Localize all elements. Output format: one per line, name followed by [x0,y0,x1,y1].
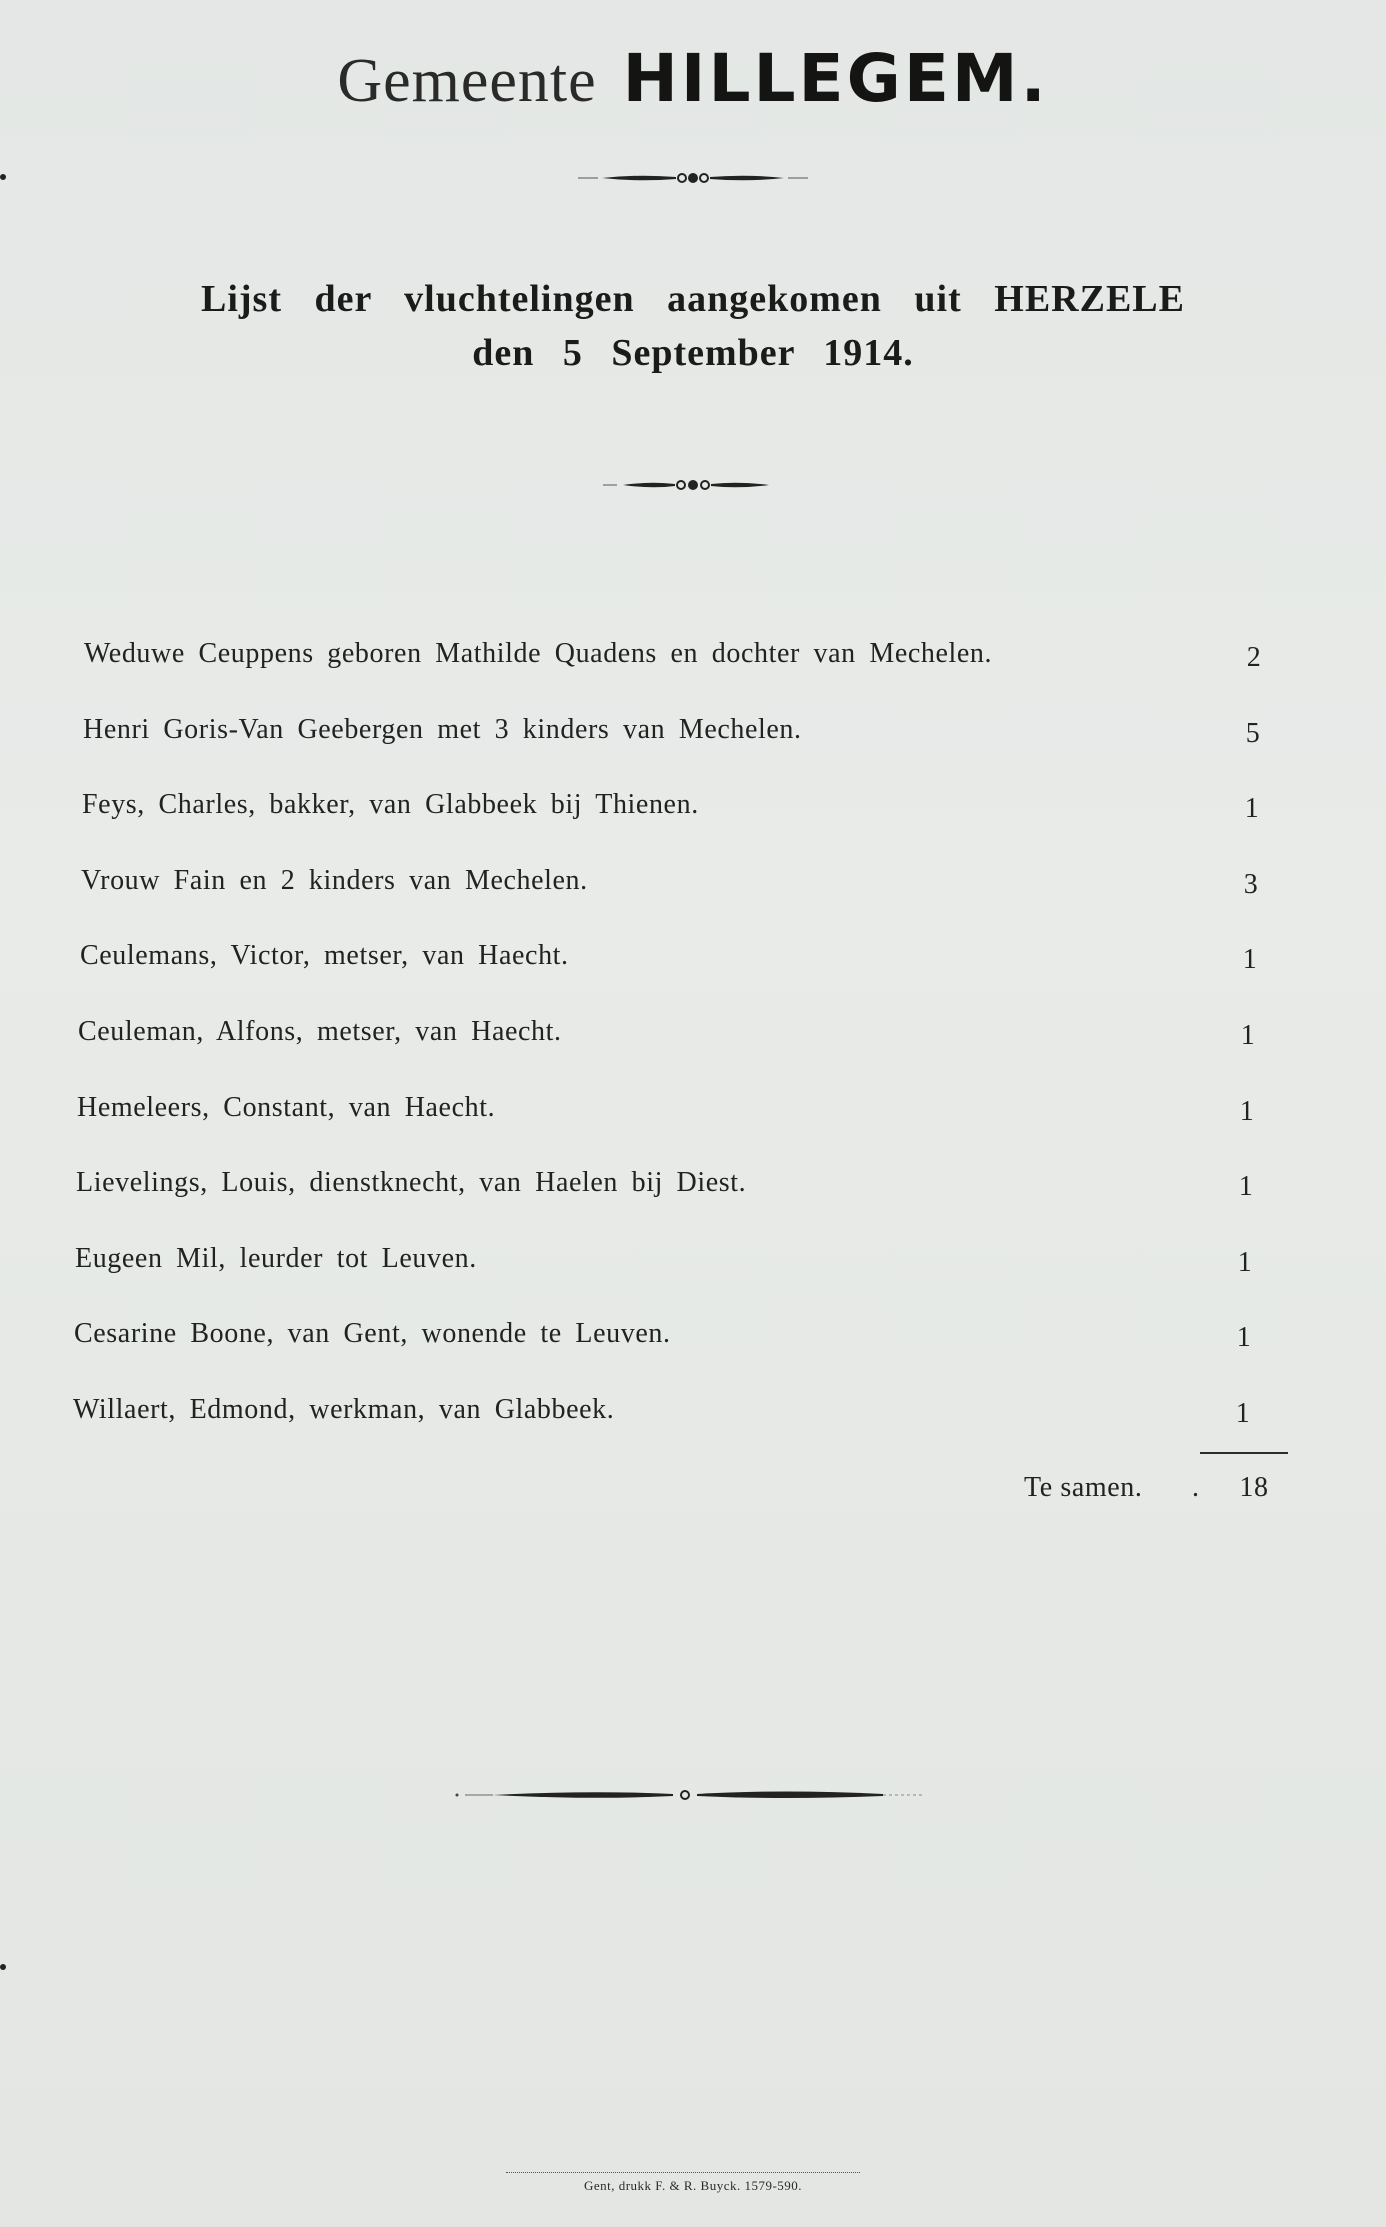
refugee-name: Cesarine Boone, van Gent, wonende te Leuven. [74,1318,671,1350]
refugee-count: 1 [1235,1397,1251,1429]
subtitle-line-2: den 5 September 1914. [472,332,914,374]
refugee-count: 1 [1240,1019,1256,1051]
ornament-divider-bottom [0,1785,1386,1805]
ornament-icon [578,170,808,186]
printer-divider [506,2172,860,2173]
refugee-count: 1 [1239,1095,1255,1127]
list-item [76,1167,1266,1243]
refugee-count: 1 [1244,793,1260,825]
refugee-name: Willaert, Edmond, werkman, van Glabbeek. [73,1393,615,1425]
list-item [78,1016,1268,1092]
list-item [81,865,1271,941]
refugee-count: 5 [1245,717,1261,749]
refugee-name: Vrouw Fain en 2 kinders van Mechelen. [81,864,588,896]
municipality-name: HILLEGEM. [622,40,1049,117]
refugee-count: 3 [1243,868,1259,900]
refugee-name: Lievelings, Louis, dienstknecht, van Haelen bij Diest. [76,1167,747,1199]
refugee-count: 1 [1236,1322,1252,1354]
total-divider [1200,1452,1288,1454]
refugee-count: 1 [1237,1246,1253,1278]
list-item [83,714,1273,790]
refugee-count: 2 [1246,642,1262,673]
list-item [84,638,1274,714]
document-subtitle [0,272,1386,380]
refugee-count: 1 [1242,944,1258,976]
ornament-icon [453,1785,933,1805]
list-item [75,1243,1265,1319]
subtitle-line-1: Lijst der vluchtelingen aangekomen uit HERZELE [200,278,1185,320]
margin-mark [0,1964,6,1970]
refugee-name: Eugeen Mil, leurder tot Leuven. [75,1242,477,1274]
refugee-name: Ceuleman, Alfons, metser, van Haecht. [78,1015,562,1047]
refugee-name: Henri Goris-Van Geebergen met 3 kinders van Mechelen. [83,713,802,745]
refugee-list [73,638,1274,1470]
total-label: Te samen. [1024,1472,1143,1503]
list-item [74,1318,1264,1394]
printer-imprint: Gent, drukk F. & R. Buyck. 1579-590. [583,2178,803,2193]
list-item [80,940,1270,1016]
ornament-divider-top [0,170,1386,186]
municipality-label: Gemeente [337,47,597,115]
list-item [82,789,1272,865]
refugee-name: Ceulemans, Victor, metser, van Haecht. [80,940,569,972]
total-value: 18 [1239,1472,1269,1503]
list-item [73,1394,1263,1470]
refugee-count: 1 [1238,1171,1254,1203]
ornament-icon [603,477,783,493]
list-item [77,1092,1267,1168]
page-title [0,40,1386,117]
ornament-divider-middle [0,477,1386,493]
total-leader-dot: . [1192,1472,1200,1503]
refugee-name: Hemeleers, Constant, van Haecht. [77,1091,496,1123]
refugee-name: Weduwe Ceuppens geboren Mathilde Quadens en dochter van Mechelen. [84,638,993,669]
refugee-name: Feys, Charles, bakker, van Glabbeek bij Thienen. [82,789,699,821]
